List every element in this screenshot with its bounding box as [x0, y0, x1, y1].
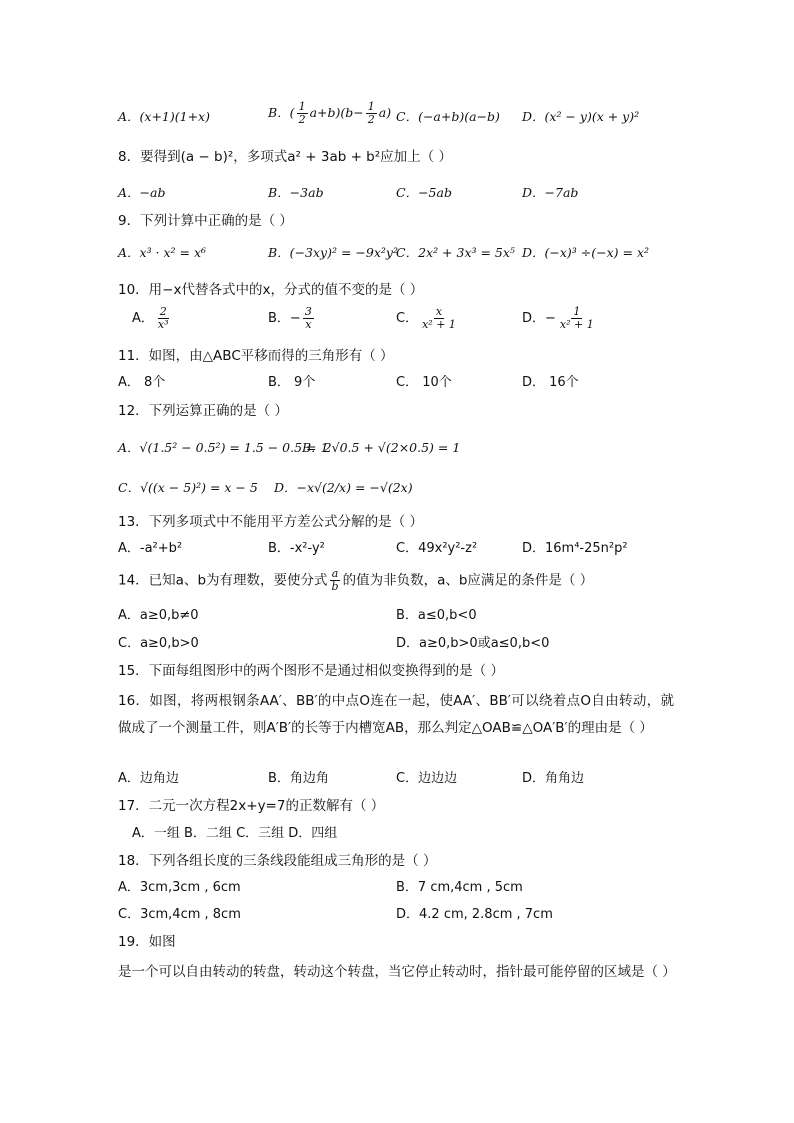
- q7-option-a: A．(x+1)(1+x): [118, 109, 210, 124]
- q9-option-d: D．(−x)³ ÷(−x) = x²: [522, 245, 650, 260]
- q10-d-num: 1: [573, 305, 581, 318]
- q10-d-label: D．−: [522, 311, 556, 326]
- q14-option-c: C．a≥0,b>0: [118, 636, 199, 651]
- q13-stem: 13．下列多项式中不能用平方差公式分解的是（ ）: [118, 514, 423, 530]
- q16-option-c: C．边边边: [396, 771, 458, 786]
- q16-option-b: B．角边角: [268, 771, 329, 786]
- q7-option-d: D．(x² − y)(x + y)²: [522, 109, 640, 124]
- q10-b-den: x: [305, 318, 312, 331]
- q16-option-a: A．边角边: [118, 771, 179, 786]
- q8-option-c: C．−5ab: [396, 185, 452, 200]
- q14-stem-post: 的值为非负数，a、b应满足的条件是（ ）: [342, 572, 594, 589]
- q9-option-b: B．(−3xy)² = −9x²y²: [268, 245, 398, 260]
- q11-option-b: B． 9个: [268, 375, 316, 390]
- q10-b-fraction: [303, 306, 314, 331]
- q11-option-a: A． 8个: [118, 375, 166, 390]
- q13-option-d: D．16m⁴-25n²p²: [522, 541, 628, 556]
- q19-body: 是一个可以自由转动的转盘，转动这个转盘，当它停止转动时，指针最可能停留的区域是（ ）: [118, 964, 676, 980]
- q10-option-a: [132, 306, 173, 331]
- q10-a-den: x³: [157, 318, 169, 331]
- q10-a-num: 2: [159, 305, 167, 318]
- q7-b-fraction-1: [297, 101, 308, 126]
- q10-b-num: 3: [304, 305, 312, 318]
- q14-stem-pre: 14．已知a、b为有理数，要使分式: [118, 572, 328, 589]
- q10-d-fraction: [558, 306, 596, 331]
- q8-option-b: B．−3ab: [268, 185, 324, 200]
- q9-option-c: C．2x² + 3x³ = 5x⁵: [396, 245, 515, 260]
- q17-options: A．一组 B．二组 C．三组 D．四组: [132, 826, 338, 841]
- q10-stem: 10．用−x代替各式中的x，分式的值不变的是（ ）: [118, 282, 424, 298]
- q16-stem: 16．如图，将两根钢条AA′、BB′的中点O连在一起，使AA′、BB′可以绕着点O自由转动，就做成了一个测量工件，则A′B′的长等于内槽宽AB，那么判定△OAB≌△OA′B′的理由是（ ）: [118, 693, 674, 736]
- q7-b-f1-den: 2: [298, 113, 306, 126]
- q10-c-num: x: [435, 305, 443, 318]
- q18-option-a: A．3cm,3cm , 6cm: [118, 880, 241, 895]
- q11-option-c: C． 10个: [396, 375, 452, 390]
- q10-a-label: A．: [132, 311, 154, 326]
- q11-stem: 11．如图，由△ABC平移而得的三角形有（ ）: [118, 348, 394, 364]
- q13-option-a: A．-a²+b²: [118, 541, 183, 556]
- q10-c-label: C．: [396, 311, 419, 326]
- q7-b-end: a): [378, 105, 392, 120]
- q8-option-a: A．−ab: [118, 185, 166, 200]
- q10-a-fraction: [156, 306, 171, 331]
- q7-b-f1-num: 1: [298, 100, 306, 113]
- q14-fraction: [330, 568, 341, 593]
- q17-stem: 17．二元一次方程2x+y=7的正数解有（ ）: [118, 798, 385, 814]
- q12-stem: 12．下列运算正确的是（ ）: [118, 403, 288, 419]
- q10-b-label: B．−: [268, 311, 301, 326]
- q18-option-c: C．3cm,4cm , 8cm: [118, 907, 241, 922]
- q11-option-d: D． 16个: [522, 375, 579, 390]
- q10-option-d: [522, 306, 598, 331]
- q14-option-b: B．a≤0,b<0: [396, 608, 477, 623]
- q12-option-c: C．√((x − 5)²) = x − 5: [118, 480, 258, 495]
- q15-stem: 15．下面每组图形中的两个图形不是通过相似变换得到的是（ ）: [118, 663, 504, 679]
- q7-option-b: [268, 101, 391, 126]
- q12-option-a: A．√(1.5² − 0.5²) = 1.5 − 0.5 = 1: [118, 440, 329, 455]
- q8-option-d: D．−7ab: [522, 185, 579, 200]
- q14-stem: [118, 568, 593, 593]
- q12-option-d: D．−x√(2/x) = −√(2x): [274, 480, 413, 495]
- q19-stem: 19．如图: [118, 934, 176, 950]
- q14-option-d: D．a≥0,b>0或a≤0,b<0: [396, 636, 550, 651]
- q10-option-c: [396, 306, 460, 331]
- q12-option-b: B．2√0.5 + √(2×0.5) = 1: [302, 440, 461, 455]
- q16-option-d: D．角角边: [522, 771, 585, 786]
- q7-option-c: C．(−a+b)(a−b): [396, 109, 500, 124]
- q18-option-b: B．7 cm,4cm , 5cm: [396, 880, 523, 895]
- q7-b-f2-den: 2: [367, 113, 375, 126]
- q7-b-f2-num: 1: [367, 100, 375, 113]
- q10-c-den: x² + 1: [422, 318, 456, 331]
- q8-stem: 8．要得到(a − b)²，多项式a² + 3ab + b²应加上（ ）: [118, 149, 452, 165]
- q14-f-num: a: [331, 567, 339, 580]
- q9-option-a: A．x³ · x² = x⁶: [118, 245, 207, 260]
- q14-option-a: A．a≥0,b≠0: [118, 608, 199, 623]
- q10-d-den: x² + 1: [559, 318, 594, 331]
- q18-option-d: D．4.2 cm, 2.8cm , 7cm: [396, 907, 553, 922]
- q13-option-c: C．49x²y²-z²: [396, 541, 478, 556]
- q13-option-b: B．-x²-y²: [268, 541, 325, 556]
- q7-b-mid: a+b)(b−: [309, 105, 364, 120]
- q9-stem: 9．下列计算中正确的是（ ）: [118, 213, 293, 229]
- q7-b-prefix: B．(: [268, 105, 295, 120]
- q10-c-fraction: [420, 306, 458, 331]
- q14-f-den: b: [331, 580, 339, 593]
- q10-option-b: [268, 306, 316, 331]
- q7-b-fraction-2: [366, 101, 377, 126]
- q18-stem: 18．下列各组长度的三条线段能组成三角形的是（ ）: [118, 853, 437, 869]
